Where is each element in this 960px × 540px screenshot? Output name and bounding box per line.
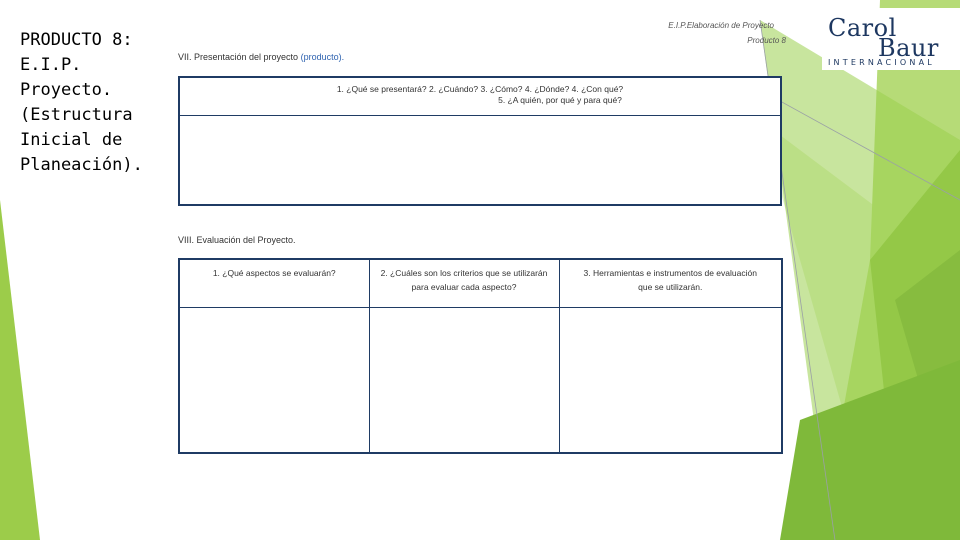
document-header bbox=[668, 18, 786, 48]
evaluation-column-header: 2. ¿Cuáles son los criterios que se utilizarán para evaluar cada aspecto? bbox=[369, 259, 559, 307]
presentation-box bbox=[178, 76, 782, 206]
evaluation-table-header-row bbox=[179, 259, 782, 307]
slide-title bbox=[20, 28, 170, 178]
evaluation-table-body-row bbox=[179, 307, 782, 453]
slide-title-line: Proyecto. bbox=[20, 80, 113, 100]
slide-title-line: PRODUCTO 8: bbox=[20, 30, 133, 50]
evaluation-cell[interactable] bbox=[369, 307, 559, 453]
evaluation-column-header: 3. Herramientas e instrumentos de evaluación que se utilizarán. bbox=[559, 259, 782, 307]
presentation-box-header bbox=[180, 78, 780, 116]
logo-word-carol: Carol bbox=[828, 14, 897, 42]
section-vii-title-highlight: (producto). bbox=[300, 52, 345, 62]
evaluation-cell[interactable] bbox=[559, 307, 782, 453]
presentation-questions-line: 5. ¿A quién, por qué y para qué? bbox=[498, 95, 622, 105]
document-header-line: E.I.P.Elaboración de Proyecto bbox=[668, 21, 774, 30]
logo-word-baur: Baur bbox=[878, 34, 939, 62]
carol-baur-logo bbox=[828, 14, 950, 66]
evaluation-cell[interactable] bbox=[179, 307, 369, 453]
presentation-questions-line: 1. ¿Qué se presentará? 2. ¿Cuándo? 3. ¿Cómo? 4. ¿Dónde? 4. ¿Con qué? bbox=[336, 84, 624, 94]
slide-title-line: E.I.P. bbox=[20, 55, 82, 75]
evaluation-table bbox=[178, 258, 783, 454]
document-header-product: Producto 8 bbox=[747, 36, 786, 45]
logo-word-internacional: INTERNACIONAL bbox=[828, 58, 935, 67]
slide-title-line: Inicial de bbox=[20, 130, 123, 150]
section-vii-title bbox=[178, 52, 344, 62]
slide-title-line: (Estructura bbox=[20, 105, 133, 125]
section-vii-title-text: VII. Presentación del proyecto bbox=[178, 52, 299, 62]
left-green-wedge bbox=[0, 200, 40, 540]
evaluation-column-header: 1. ¿Qué aspectos se evaluarán? bbox=[179, 259, 369, 307]
slide-title-line: Planeación). bbox=[20, 155, 143, 175]
section-viii-title: VIII. Evaluación del Proyecto. bbox=[178, 235, 296, 245]
